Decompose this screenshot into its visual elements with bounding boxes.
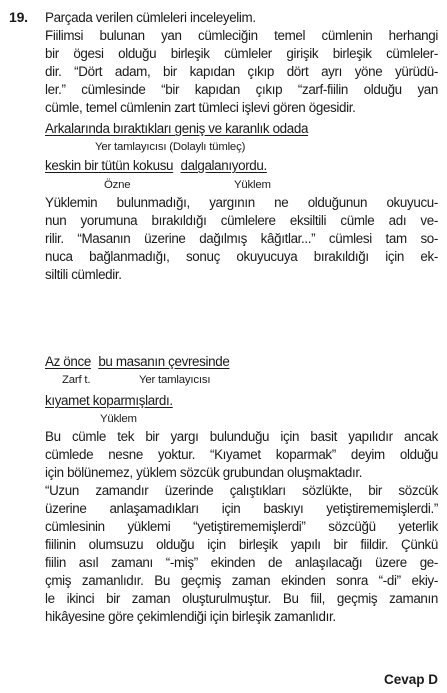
intro-line: Fiilimsi bulunan yan cümleciğin temel cümlenin herhangi [45, 28, 438, 43]
final-line: çmiş zamanlıdır. Bu geçmiş zaman ekinden sonra “-di” ekiy- [45, 573, 438, 588]
final-line: hikâyesine göre çekimlendiği için birleşik zamanlıdır. [45, 609, 336, 624]
example1-sentence-part1 [45, 120, 438, 138]
final-line: le ikinci bir zaman oluşturulmuştur. Bu fiil, geçmiş zamanın [45, 591, 438, 606]
label-zarf-t: Zarf t. [62, 374, 91, 386]
intro-line: Parçada verilen cümleleri inceleyelim. [45, 10, 256, 25]
middle-line: siltili cümledir. [45, 267, 122, 282]
underlined-predicate: dalgalanıyordu. [180, 158, 267, 173]
label-yer-tamlayicisi: Yer tamlayıcısı (Dolaylı tümleç) [95, 141, 246, 153]
underlined-location: bu masanın çevresinde [98, 354, 230, 369]
example2-sentence-part1 [45, 353, 438, 371]
example1-sentence-part2 [45, 157, 438, 175]
final-line: Bu cümle tek bir yargı bulunduğu için basit yapılıdır ancak [45, 429, 438, 444]
final-line: cümlesinin yüklemi “yetiştirememişlerdi” sözcüğü yeterlik [45, 519, 438, 534]
intro-line: dir. “Dört adam, bir kapıdan çıkıp dört ayrı yöne yürüdü- [45, 64, 438, 79]
middle-line: nuca bağlanmadığı, sonuç okuyucuya bırakıldığı için ek- [45, 249, 438, 264]
middle-line: nun yorumuna bırakıldığı cümlelere eksiltili cümle adı ve- [45, 213, 438, 228]
middle-line: rilir. “Masanın üzerine dağılmış kâğıtlar...” cümlesi tam so- [45, 231, 438, 246]
final-line: “Uzun zamandır üzerinde çalıştıkları sözlükte, bir sözcük [45, 483, 438, 498]
underlined-adverbial: Az önce [45, 354, 91, 369]
question-number: 19. [9, 9, 28, 25]
middle-line: Yüklemin bulunmadığı, yargının ne olduğunun okuyucu- [45, 195, 438, 210]
intro-line: bir ögesi olduğu birleşik cümleler girişik birleşik cümleler- [45, 46, 438, 61]
underlined-predicate-2: kıyamet koparmışlardı. [45, 393, 173, 408]
final-line: için bölünemez, yüklem sözcük grubundan oluşmaktadır. [45, 465, 363, 480]
final-line: üzerine anlaşamadıkları için baskıyı yetiştirememişlerdi.” [45, 501, 438, 516]
label-yuklem-2: Yüklem [100, 413, 137, 425]
underlined-subject: keskin bir tütün kokusu [45, 158, 174, 173]
final-line: cümlede nesne yoktur. “Kıyamet koparmak” deyim olduğu [45, 447, 438, 462]
label-ozne: Özne [104, 179, 131, 191]
intro-line: ler.” cümlesinde “bir kapıdan çıkıp “zarf-fiilin olduğu yan [45, 82, 438, 97]
label-yer-tamlayicisi-2: Yer tamlayıcısı [139, 374, 211, 386]
label-yuklem: Yüklem [234, 179, 271, 191]
final-line: fiilinin olumsuzu olduğu için birleşik yapılı bir fiildir. Çünkü [45, 537, 438, 552]
underlined-phrase: Arkalarında bıraktıkları geniş ve karanlık odada [45, 121, 309, 136]
final-line: fiilin asıl zamanı “-miş” ekinden de anlaşılacağı üzere ge- [45, 555, 438, 570]
answer-label: Cevap D [383, 672, 438, 687]
intro-line: cümle, temel cümlenin zart tümleci işlevi gören ögesidir. [45, 100, 356, 115]
example2-sentence-part2 [45, 392, 438, 410]
